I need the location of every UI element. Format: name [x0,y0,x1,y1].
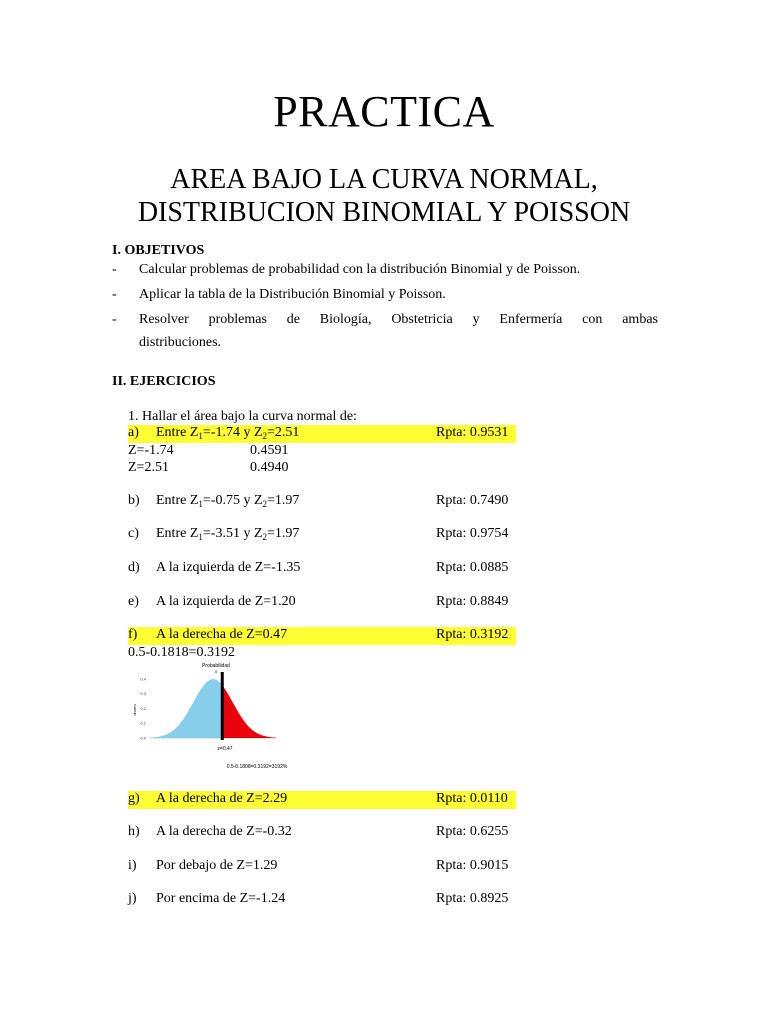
y-axis-label: dnorm [132,704,137,716]
table-value: 0.4591 [250,443,289,458]
subtitle-line-1: AREA BAJO LA CURVA NORMAL, [170,164,598,195]
item-text: A la derecha de Z=-0.32 [156,824,292,839]
exercise-item-c [128,526,516,544]
exercise-item-e [128,594,516,612]
y-tick-label: 0.1 [140,720,146,726]
work-row [128,443,289,459]
item-text: Entre $Z_1=-0.75$ y $Z_2=1.97$ [156,493,300,509]
item-text: Por encima de Z=-1.24 [156,891,286,906]
bullet-dash: - [112,312,117,327]
question-1: 1. Hallar el área bajo la curva normal de: [128,409,357,424]
bullet-dash: - [112,287,117,302]
objetivo-text: Aplicar la tabla de la Distribución Binomial y Poisson. [139,287,446,302]
table-value: 0.4940 [250,460,289,475]
y-tick-label: 0.2 [140,705,146,711]
work-line: 0.5-0.1818=0.3192 [128,645,236,660]
page-subtitle [0,163,768,229]
z-marker-label: z=0.47 [217,746,233,752]
normal-curve-chart [124,662,318,776]
exercise-item-g [128,791,516,809]
z-value: Z=2.51 [128,460,169,475]
item-text: A la derecha de Z=0.47 [156,627,288,642]
exercise-item-b [128,493,516,511]
item-text: Entre $Z_1=-1.74$ y $Z_2=2.51$ [156,425,300,441]
item-answer: Rpta: 0.7490 [436,493,509,508]
section-ejercicios-heading: II. EJERCICIOS [112,374,216,389]
item-text: Por debajo de Z=1.29 [156,858,278,873]
item-label: g) [128,791,140,806]
item-text: A la derecha de Z=2.29 [156,791,288,806]
exercise-item-d [128,560,516,578]
exercise-item-i [128,858,516,876]
y-tick-label: 0.3 [140,691,146,697]
objetivo-text: Resolver problemas de Biología, Obstetricia y Enfermería con ambas [139,312,658,327]
exercise-item-j [128,891,516,909]
y-tick-label: 0.4 [140,676,146,682]
chart-footnote: 0.5-0.1808=0.3192=3192% [226,764,288,770]
item-label: f) [128,627,138,642]
chart-title-mark: 0 [214,669,218,674]
item-answer: Rpta: 0.0885 [436,560,509,575]
item-answer: Rpta: 0.3192 [436,627,509,642]
item-answer: Rpta: 0.9015 [436,858,509,873]
item-answer: Rpta: 0.8849 [436,594,509,609]
item-label: e) [128,594,139,609]
item-answer: Rpta: 0.9531 [436,425,509,440]
item-label: j) [128,891,137,906]
item-answer: Rpta: 0.8925 [436,891,509,906]
objetivo-text-continued: distribuciones. [139,335,222,350]
item-answer: Rpta: 0.0110 [436,791,508,806]
item-label: a) [128,425,139,440]
exercise-item-a [128,425,516,443]
bullet-dash: - [112,262,117,277]
item-answer: Rpta: 0.9754 [436,526,509,541]
work-row [128,460,289,476]
exercise-item-h [128,824,516,842]
item-label: c) [128,526,139,541]
item-label: i) [128,858,137,873]
exercise-item-f [128,627,516,645]
objetivo-text: Calcular problemas de probabilidad con la distribución Binomial y de Poisson. [139,262,581,277]
chart-title: Probabilidad [202,663,230,669]
item-label: d) [128,560,140,575]
subtitle-line-2: DISTRIBUCION BINOMIAL Y POISSON [137,197,631,228]
page-title: PRACTICA [273,87,495,136]
item-text: A la izquierda de Z=-1.35 [156,560,301,575]
y-tick-label: 0.0 [140,735,146,741]
item-text: Entre $Z_1=-3.51$ y $Z_2=1.97$ [156,526,300,542]
item-label: h) [128,824,140,839]
item-answer: Rpta: 0.6255 [436,824,509,839]
item-text: A la izquierda de Z=1.20 [156,594,296,609]
item-label: b) [128,493,140,508]
z-value: Z=-1.74 [128,443,174,458]
section-objetivos-heading: I. OBJETIVOS [112,243,205,258]
